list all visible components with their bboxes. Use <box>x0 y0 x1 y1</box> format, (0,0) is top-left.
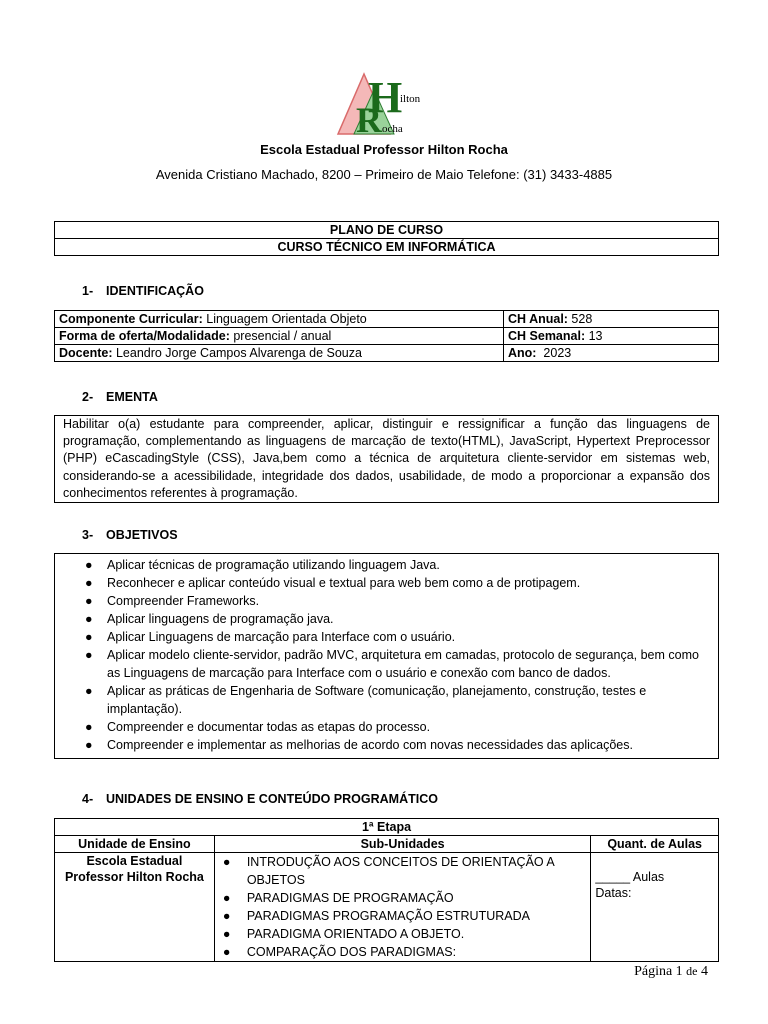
ch-semanal-cell <box>504 328 719 345</box>
plan-header-table <box>54 221 719 256</box>
col-unidade-header: Unidade de Ensino <box>55 836 215 853</box>
etapa-header: 1ª Etapa <box>55 819 719 836</box>
forma-label: Forma de oferta/Modalidade: <box>59 329 230 343</box>
ch-anual-cell <box>504 311 719 328</box>
list-item: ● Compreender e implementar as melhorias de acordo com novas necessidades das aplicações. <box>85 738 633 752</box>
section-title-text: OBJETIVOS <box>106 528 178 542</box>
section-number: 2- <box>82 390 94 404</box>
componente-value: Linguagem Orientada Objeto <box>202 312 367 326</box>
bullet-icon: ● <box>85 684 93 698</box>
aulas-datas: Datas: <box>595 886 632 900</box>
ch-anual-label: CH Anual: <box>508 312 568 326</box>
ano-value: 2023 <box>536 346 572 360</box>
col-aulas-header: Quant. de Aulas <box>591 836 719 853</box>
section-number: 4- <box>82 792 94 806</box>
table-row <box>55 853 719 962</box>
list-item: ● Aplicar linguagens de programação java. <box>85 612 334 626</box>
bullet-icon: ● <box>85 630 93 644</box>
ch-semanal-label: CH Semanal: <box>508 329 586 343</box>
page-total: 4 <box>701 964 708 979</box>
section-title-text: IDENTIFICAÇÃO <box>106 284 204 298</box>
ano-label: Ano: <box>508 346 537 360</box>
school-name: Escola Estadual Professor Hilton Rocha <box>260 142 508 157</box>
ch-anual-value: 528 <box>567 312 593 326</box>
list-item: ● COMPARAÇÃO DOS PARADIGMAS: <box>222 945 457 959</box>
list-item: ● Aplicar Linguagens de marcação para Interface com o usuário. <box>85 630 456 644</box>
page-footer <box>634 964 708 980</box>
section-objetivos <box>82 528 178 542</box>
plan-title: PLANO DE CURSO <box>55 222 719 239</box>
section-unidades <box>82 792 438 806</box>
aulas-count: _____ Aulas <box>595 870 665 884</box>
section-identificacao <box>82 284 204 298</box>
list-item: ● Aplicar as práticas de Engenharia de Software (comunicação, planejamento, construção, testes e implantação). <box>85 684 647 716</box>
bullet-icon: ● <box>222 909 231 923</box>
list-item: ● Aplicar modelo cliente-servidor, padrão MVC, arquitetura em camadas, protocolo de segurança, bem como as Linguagens de marcação para Interface com o usuário e conexão com banco de dados. <box>85 648 699 680</box>
section-title-text: UNIDADES DE ENSINO E CONTEÚDO PROGRAMÁTICO <box>106 792 438 806</box>
bullet-icon: ● <box>85 720 93 734</box>
bullet-icon: ● <box>85 576 93 590</box>
bullet-icon: ● <box>85 648 93 662</box>
list-item: ● Aplicar técnicas de programação utilizando linguagem Java. <box>85 558 440 572</box>
bullet-icon: ● <box>85 738 93 752</box>
section-title-text: EMENTA <box>106 390 158 404</box>
docente-cell <box>55 345 504 362</box>
list-item: ● PARADIGMA ORIENTADO A OBJETO. <box>222 927 465 941</box>
objetivos-box <box>54 553 719 759</box>
aulas-cell <box>591 853 719 962</box>
ch-semanal-value: 13 <box>585 329 603 343</box>
componente-label: Componente Curricular: <box>59 312 203 326</box>
list-item: ● Reconhecer e aplicar conteúdo visual e textual para web bem como a de protipagem. <box>85 576 581 590</box>
page-of: de <box>686 964 698 978</box>
logo-letter-r: R <box>356 100 382 138</box>
section-number: 1- <box>82 284 94 298</box>
logo-letter-h: H <box>368 73 403 122</box>
list-item: ● Compreender Frameworks. <box>85 594 260 608</box>
section-ementa <box>82 390 158 404</box>
docente-label: Docente: <box>59 346 113 360</box>
bullet-icon: ● <box>85 558 93 572</box>
units-table <box>54 818 719 962</box>
list-item: ● Compreender e documentar todas as etapas do processo. <box>85 720 431 734</box>
section-number: 3- <box>82 528 94 542</box>
school-address: Avenida Cristiano Machado, 8200 – Primeiro de Maio Telefone: (31) 3433-4885 <box>155 167 613 182</box>
logo-text-top: ilton <box>400 93 421 105</box>
page-label: Página 1 <box>634 964 683 979</box>
logo-text-bottom: ocha <box>382 123 403 135</box>
ano-cell <box>504 345 719 362</box>
forma-value: presencial / anual <box>229 329 332 343</box>
bullet-icon: ● <box>222 927 231 941</box>
identification-table <box>54 310 719 362</box>
objetivos-list <box>63 556 710 754</box>
componente-cell <box>55 311 504 328</box>
docente-value: Leandro Jorge Campos Alvarenga de Souza <box>112 346 362 360</box>
unidade-cell: Escola Estadual Professor Hilton Rocha <box>55 853 215 962</box>
bullet-icon: ● <box>85 594 93 608</box>
subunidades-list <box>215 853 591 961</box>
bullet-icon: ● <box>222 855 231 869</box>
course-title: CURSO TÉCNICO EM INFORMÁTICA <box>55 239 719 256</box>
school-logo <box>334 66 434 138</box>
bullet-icon: ● <box>222 945 231 959</box>
list-item: ● PARADIGMAS PROGRAMAÇÃO ESTRUTURADA <box>222 909 530 923</box>
forma-cell <box>55 328 504 345</box>
list-item: ● PARADIGMAS DE PROGRAMAÇÃO <box>222 891 454 905</box>
bullet-icon: ● <box>222 891 231 905</box>
bullet-icon: ● <box>85 612 93 626</box>
col-sub-header: Sub-Unidades <box>214 836 591 853</box>
subunidades-cell <box>214 853 591 962</box>
ementa-text: Habilitar o(a) estudante para compreender, aplicar, distinguir e ressignificar a função das linguagens de programação, complementando as linguagens de marcação de texto(HTML), JavaScript, Hypertext Preprocessor (PHP) eCascadingStyle (CSS), Java,bem como a técnica de arquitetura cliente-servidor em sistemas web, considerando-se a acessibilidade, integridade dos dados, usabilidade, de modo a proporcionar a expansão dos conhecimentos referentes à programação. <box>54 415 719 503</box>
list-item: ● INTRODUÇÃO AOS CONCEITOS DE ORIENTAÇÃO A OBJETOS <box>222 855 555 887</box>
